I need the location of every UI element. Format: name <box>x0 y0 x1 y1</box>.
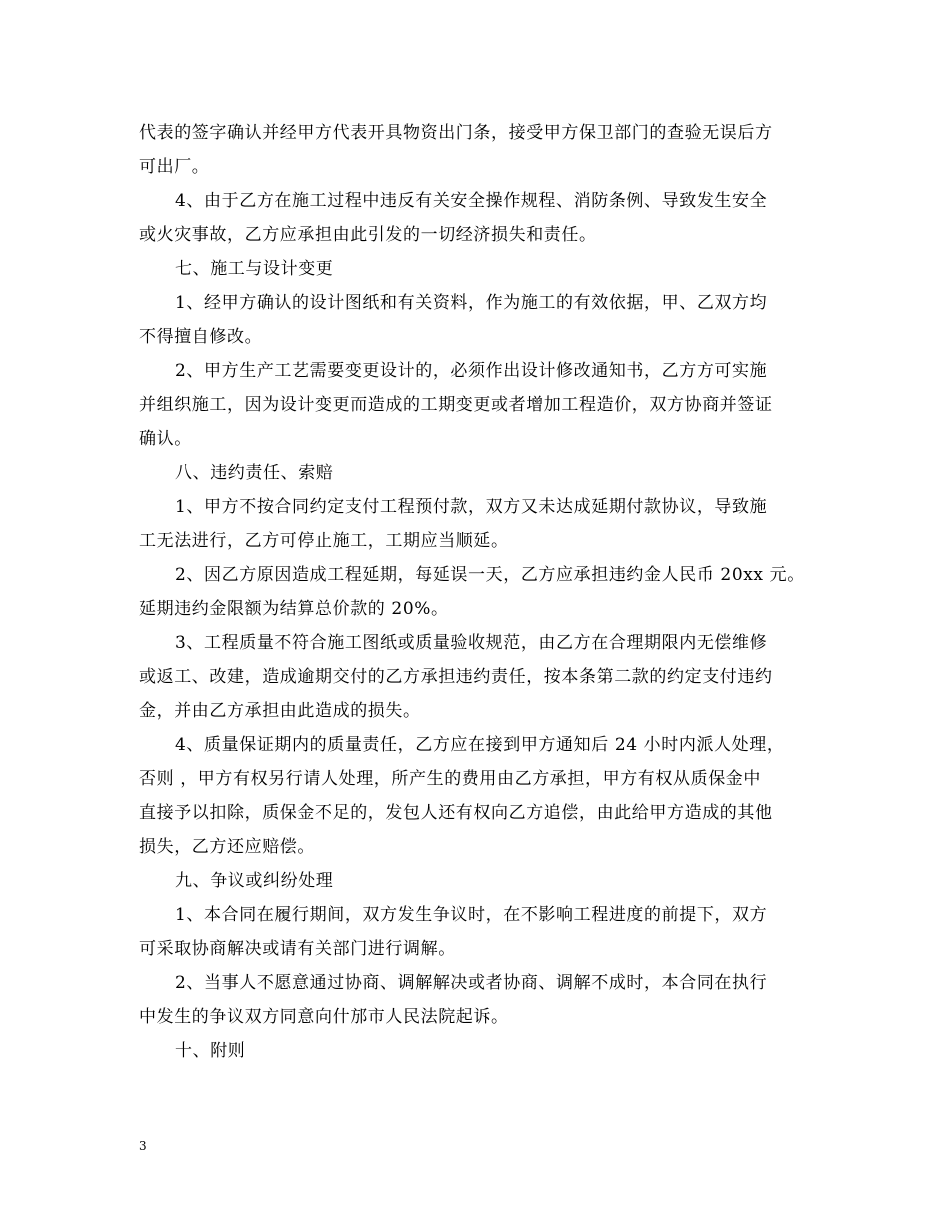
text-line: 延期违约金限额为结算总价款的 20%。 <box>139 599 449 619</box>
text-line: 可采取协商解决或请有关部门进行调解。 <box>139 939 456 959</box>
text-line: 1、本合同在履行期间，双方发生争议时，在不影响工程进度的前提下，双方 <box>175 905 768 925</box>
text-line: 3、工程质量不符合施工图纸或质量验收规范，由乙方在合理期限内无偿维修 <box>175 633 768 653</box>
text-line: 4、由于乙方在施工过程中违反有关安全操作规程、消防条例、导致发生安全 <box>175 191 768 211</box>
text-line: 否则 ，甲方有权另行请人处理，所产生的费用由乙方承担，甲方有权从质保金中 <box>139 769 762 789</box>
text-line: 或火灾事故，乙方应承担由此引发的一切经济损失和责任。 <box>139 225 597 245</box>
text-line: 代表的签字确认并经甲方代表开具物资出门条，接受甲方保卫部门的查验无误后方 <box>139 123 773 143</box>
text-line: 2、因乙方原因造成工程延期，每延误一天，乙方应承担违约金人民币 20xx 元。 <box>175 565 805 585</box>
page-number: 3 <box>139 1139 147 1153</box>
text-line: 可出厂。 <box>139 157 210 177</box>
text-line: 损失，乙方还应赔偿。 <box>139 837 315 857</box>
text-line: 中发生的争议双方同意向什邡市人民法院起诉。 <box>139 1007 509 1027</box>
text-line: 九、争议或纠纷处理 <box>175 871 334 891</box>
text-line: 不得擅自修改。 <box>139 327 263 347</box>
text-line: 1、甲方不按合同约定支付工程预付款，双方又未达成延期付款协议，导致施 <box>175 497 768 517</box>
text-line: 工无法进行，乙方可停止施工，工期应当顺延。 <box>139 531 509 551</box>
text-line: 1、经甲方确认的设计图纸和有关资料，作为施工的有效依据，甲、乙双方均 <box>175 293 768 313</box>
text-line: 4、质量保证期内的质量责任，乙方应在接到甲方通知后 24 小时内派人处理， <box>175 735 785 755</box>
text-line: 金，并由乙方承担由此造成的损失。 <box>139 701 421 721</box>
text-line: 八、违约责任、索赔 <box>175 463 334 483</box>
contract-body-text <box>139 116 819 1068</box>
text-line: 并组织施工，因为设计变更而造成的工期变更或者增加工程造价，双方协商并签证 <box>139 395 773 415</box>
text-line: 确认。 <box>139 429 192 449</box>
text-line: 七、施工与设计变更 <box>175 259 334 279</box>
text-line: 十、附则 <box>175 1041 246 1061</box>
text-line: 2、甲方生产工艺需要变更设计的，必须作出设计修改通知书，乙方方可实施 <box>175 361 768 381</box>
text-line: 2、当事人不愿意通过协商、调解解决或者协商、调解不成时，本合同在执行 <box>175 973 768 993</box>
text-line: 或返工、改建，造成逾期交付的乙方承担违约责任，按本条第二款的约定支付违约 <box>139 667 773 687</box>
text-line: 直接予以扣除，质保金不足的，发包人还有权向乙方追偿，由此给甲方造成的其他 <box>139 803 773 823</box>
